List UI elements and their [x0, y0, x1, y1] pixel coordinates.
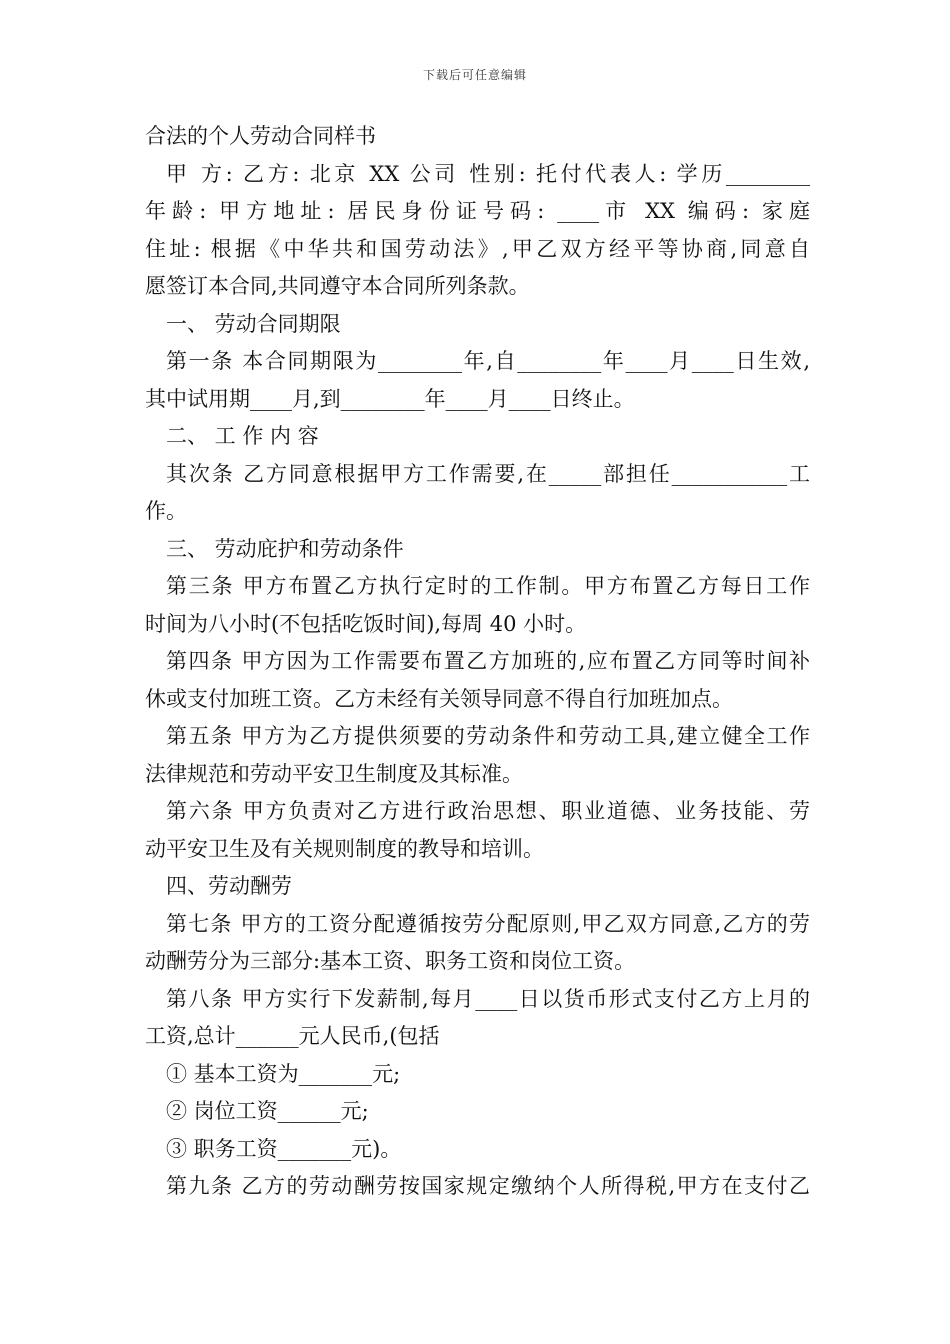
document-line: 动酬劳分为三部分:基本工资、职务工资和岗位工资。 [145, 949, 636, 973]
document-line: 作。 [145, 499, 187, 523]
document-line: ② 岗位工资______元; [166, 1099, 369, 1123]
document-line: ③ 职务工资_______元)。 [166, 1136, 402, 1161]
document-line: 甲 方: 乙方: 北京 XX 公司 性别: 托付代表人: 学历________ [166, 161, 810, 186]
document-line: 法律规范和劳动平安卫生制度及其标准。 [145, 761, 523, 786]
document-line: 四、劳动酬劳 [166, 874, 292, 898]
document-line: 年龄: 甲方地址: 居民身份证号码: ____市 XX 编码: 家庭 [145, 199, 810, 223]
document-line: 第五条 甲方为乙方提供须要的劳动条件和劳动工具,建立健全工作 [166, 724, 810, 748]
document-line: 第七条 甲方的工资分配遵循按劳分配原则,甲乙双方同意,乙方的劳 [166, 911, 810, 936]
document-line: 时间为八小时(不包括吃饭时间),每周 40 小时。 [145, 611, 587, 636]
document-line: 第一条 本合同期限为________年,自________年____月____日生效, [166, 349, 810, 373]
document-line: 其次条 乙方同意根据甲方工作需要,在_____部担任___________工 [166, 461, 810, 486]
document-line: 第九条 乙方的劳动酬劳按国家规定缴纳个人所得税,甲方在支付乙 [166, 1174, 810, 1198]
document-line: 动平安卫生及有关规则制度的教导和培训。 [145, 836, 544, 861]
document-line: 住址: 根据《中华共和国劳动法》,甲乙双方经平等协商,同意自 [145, 236, 810, 261]
document-line: 工资,总计______元人民币,(包括 [145, 1024, 440, 1048]
document-line: 其中试用期____月,到________年____月____日终止。 [145, 386, 635, 411]
document-line: ① 基本工资为_______元; [166, 1061, 401, 1086]
document-line: 第四条 甲方因为工作需要布置乙方加班的,应布置乙方同等时间补 [166, 649, 810, 673]
document-body [145, 118, 810, 1206]
page-header-note: 下载后可任意编辑 [422, 68, 527, 82]
document-line: 第八条 甲方实行下发薪制,每月____日以货币形式支付乙方上月的 [166, 986, 810, 1011]
document-line: 二、 工 作 内 容 [166, 424, 319, 448]
document-line: 一、 劳动合同期限 [166, 311, 341, 336]
document-line: 三、 劳动庇护和劳动条件 [166, 536, 404, 561]
document-line: 第六条 甲方负责对乙方进行政治思想、职业道德、业务技能、劳 [166, 799, 810, 823]
document-line: 第三条 甲方布置乙方执行定时的工作制。甲方布置乙方每日工作 [166, 574, 810, 598]
document-title: 合法的个人劳动合同样书 [145, 124, 376, 148]
document-line: 愿签订本合同,共同遵守本合同所列条款。 [145, 274, 530, 298]
document-line: 休或支付加班工资。乙方未经有关领导同意不得自行加班加点。 [145, 686, 733, 711]
